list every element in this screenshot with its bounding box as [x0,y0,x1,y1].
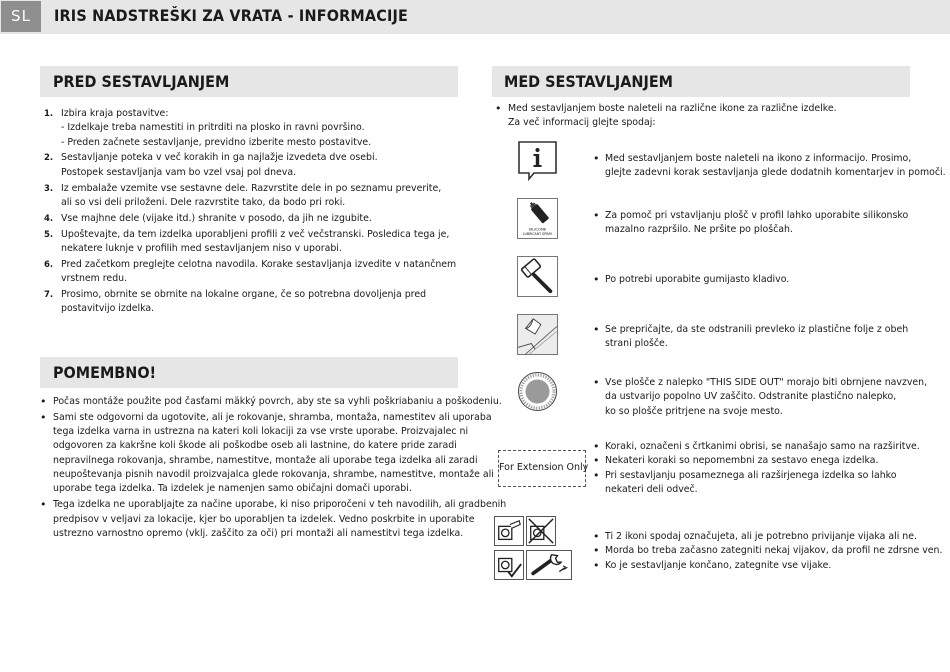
screw-not-tightened-icon [526,516,556,546]
bullet-item [593,440,920,454]
during-intro-list [495,102,915,131]
step-number: 4. [44,213,54,224]
bullet-item [593,530,942,544]
section-header-during [492,66,910,97]
step-item [44,258,457,287]
icon-row-info [490,140,946,190]
section-title-important: POMEMBNO! [53,363,157,382]
text-line: glejte zadevni korak sestavljanja glede dodatnih komentarjev in pomoči. [605,167,946,179]
step-number: 1. [44,109,54,119]
text-line: nekatere luknje v profilih med sestavljanjem niso v uporabi. [61,243,342,255]
page-title: IRIS NADSTREŠKI ZA VRATA - INFORMACIJE [54,6,409,25]
step-number: 3. [44,183,54,194]
text-line: ali so vsi deli priloženi. Dele razvrstite tako, da bodo pri roki. [61,196,346,208]
step-number: 2. [44,153,54,164]
text-line: • Med sestavljanjem boste naleteli na ikono z informacijo. Prosimo, [605,153,912,164]
screw-check-icon [494,550,524,580]
screw-loose-icon [494,516,524,546]
icon-row-uv [490,371,930,417]
icon-row-extension [490,440,930,500]
text-line: vrstnem redu. [61,273,128,285]
icon-row-screws [490,516,943,582]
row-text-info [593,152,946,181]
bullet-item [593,544,942,558]
text-line: • Ko je sestavljanje končano, zategnite vse vijake. [605,559,832,571]
text-line: Upoštevajte, da tem izdelka uporabljeni profili z več večstranski. Posledica tega je, [61,228,450,240]
step-item [44,288,444,317]
bullet-item [593,376,927,419]
text-line: • Za pomoč pri vstavljanju plošč v profil lahko uporabite silikonsko [605,210,909,221]
sun-uv-icon [517,371,558,412]
step-number: 6. [44,259,54,270]
text-line: ko so plošče pritrjene na svoje mesto. [605,405,783,417]
text-line: • Koraki, označeni s črtkanimi obrisi, se nanašajo samo na razširitve. [605,441,920,452]
text-line: nekateri deli odveč. [605,483,698,495]
step-number: 5. [44,229,54,240]
text-line: Iz embalaže vzemite vse sestavne dele. Razvrstite dele in po seznamu preverite, [61,182,442,194]
step-item [44,228,450,257]
bullet-item [593,469,920,498]
text-line: • Tega izdelka ne uporabljajte za načine uporabe, ki niso priporočeni v teh navodilih, ali gradbenih [53,499,507,511]
row-text-mallet [593,273,789,287]
text-line: postavitvijo izdelka. [61,303,155,315]
step-item [44,182,444,211]
text-line: predpisov v veljavi za lokacije, kjer bo uporabljen ta izdelek. Vedno poskrbite in uporabite [53,513,475,525]
text-line: strani plošče. [605,338,668,350]
bullet-item [40,411,494,497]
icon-row-mallet [490,256,930,301]
bullet-item [593,273,789,287]
text-line: - Izdelkaje treba namestiti in pritrditi na plosko in ravni površino. [61,122,365,134]
language-badge: SL [1,1,41,32]
row-text-film [593,323,908,352]
text-line: Sestavljanje poteka v več korakih in ga najlažje izvedeta dve osebi. [61,152,378,164]
text-line: Za več informacij glejte spodaj: [508,117,656,129]
text-line: • Nekateri koraki so nepomembni za sestavo enega izdelka. [605,455,879,467]
step-item [44,151,444,180]
text-line: • Pri sestavljanju posameznega ali razširjenega izdelka so lahko [605,469,897,481]
text-line: mazalno razpršilo. Ne pršite po ploščah. [605,224,793,236]
wrench-tighten-icon [526,550,572,580]
important-list [40,395,507,543]
bullet-item [40,395,502,409]
text-line: ustrezno varnostno opremo (vklj. zaščito za oči) pri montaži ali namestitvi tega izdelka. [53,527,464,539]
text-line: Pred začetkom preglejte celotna navodila. Korake sestavljanja izvedite v natančnem [61,258,457,270]
text-line: Prosimo, obrnite se obrnite na lokalne organe, če so potrebna dovoljenja pred [61,289,427,301]
bullet-item [593,152,946,181]
text-line: • Morda bo treba začasno zategniti nekaj vijakov, da profil ne zdrsne ven. [605,545,943,557]
icon-row-silicone [490,198,930,243]
header-bar [0,0,950,34]
icon-row-film [490,314,930,359]
bullet-item [593,559,942,573]
text-line: uporabe tega izdelka. Ta izdelek je namenjen samo običajni domači uporabi. [53,483,412,495]
text-line: • Počas montáže použite pod časťami mäkký povrch, aby ste sa vyhli poškriabaniu a poškodeniu. [53,396,502,407]
text-line: tega izdelka varna in ustrezna na kateri koli lokaciji za vse vrste uporabe. Proizvajalec ni [53,426,469,438]
text-line: Vse majhne dele (vijake itd.) shranite v posodo, da jih ne izgubite. [61,212,372,224]
spray-label-1: SILICONE [528,226,547,232]
text-line: • Po potrebi uporabite gumijasto kladivo. [605,274,790,285]
text-line: Izbira kraja postavitve: [61,108,169,119]
text-line: • Vse plošče z nalepko "THIS SIDE OUT" morajo biti obrnjene navzven, [605,377,928,388]
text-line: • Ti 2 ikoni spodaj označujeta, ali je potrebno privijanje vijaka ali ne. [605,531,917,542]
text-line: - Preden začnete sestavljanje, previdno izberite mesto postavitve. [61,136,372,148]
section-header-important [40,357,458,388]
bullet-item [40,498,507,541]
row-text-screws [593,530,942,573]
screw-tighten-icons [494,516,589,580]
text-line: neupoštevanja pisnih navodil proizvajalca glede rokovanja, shrambe, namestitve, montaže ali [53,469,494,481]
section-title-during: MED SESTAVLJANJEM [504,72,673,91]
row-text-silicone [593,209,908,238]
step-item [44,107,444,150]
step-item [44,212,444,226]
before-steps-list [44,107,457,318]
peel-film-icon [517,314,558,355]
text-line: nepravilnega rokovanja, shrambe, namestitve, montaže ali uporabe tega izdelka ali zaradi [53,454,478,466]
section-header-before [40,66,458,97]
section-title-before: PRED SESTAVLJANJEM [53,72,230,91]
bullet-item [593,209,908,238]
text-line: odgovoren za kakršne koli škode ali poškodbe oseb ali lastnine, do katere pride zaradi [53,440,457,452]
text-line: • Sami ste odgovorni da ugotovite, ali je rokovanje, shramba, montaža, namestitev ali uporaba [53,411,492,423]
info-icon [517,140,558,181]
text-line: da ustvarijo popolno UV zaščito. Odstranite plastično nalepko, [605,391,897,403]
text-line: Postopek sestavljanja vam bo vzel vsaj pol dneva. [61,166,297,178]
bullet-item [593,323,908,352]
text-line: • Med sestavljanjem boste naleteli na različne ikone za različne izdelke. [508,103,837,114]
row-text-extension [593,440,920,497]
spray-label-2: LUBRICANT SPRAY [522,232,553,237]
extension-badge: For Extension Only [498,450,586,487]
step-number: 7. [44,290,54,301]
rubber-mallet-icon [517,256,558,297]
bullet-item [495,102,915,131]
row-text-uv [593,376,927,419]
silicone-spray-icon [517,198,558,239]
bullet-item [593,454,920,468]
text-line: • Se prepričajte, da ste odstranili prevleko iz plastične folje z obeh [605,324,909,335]
